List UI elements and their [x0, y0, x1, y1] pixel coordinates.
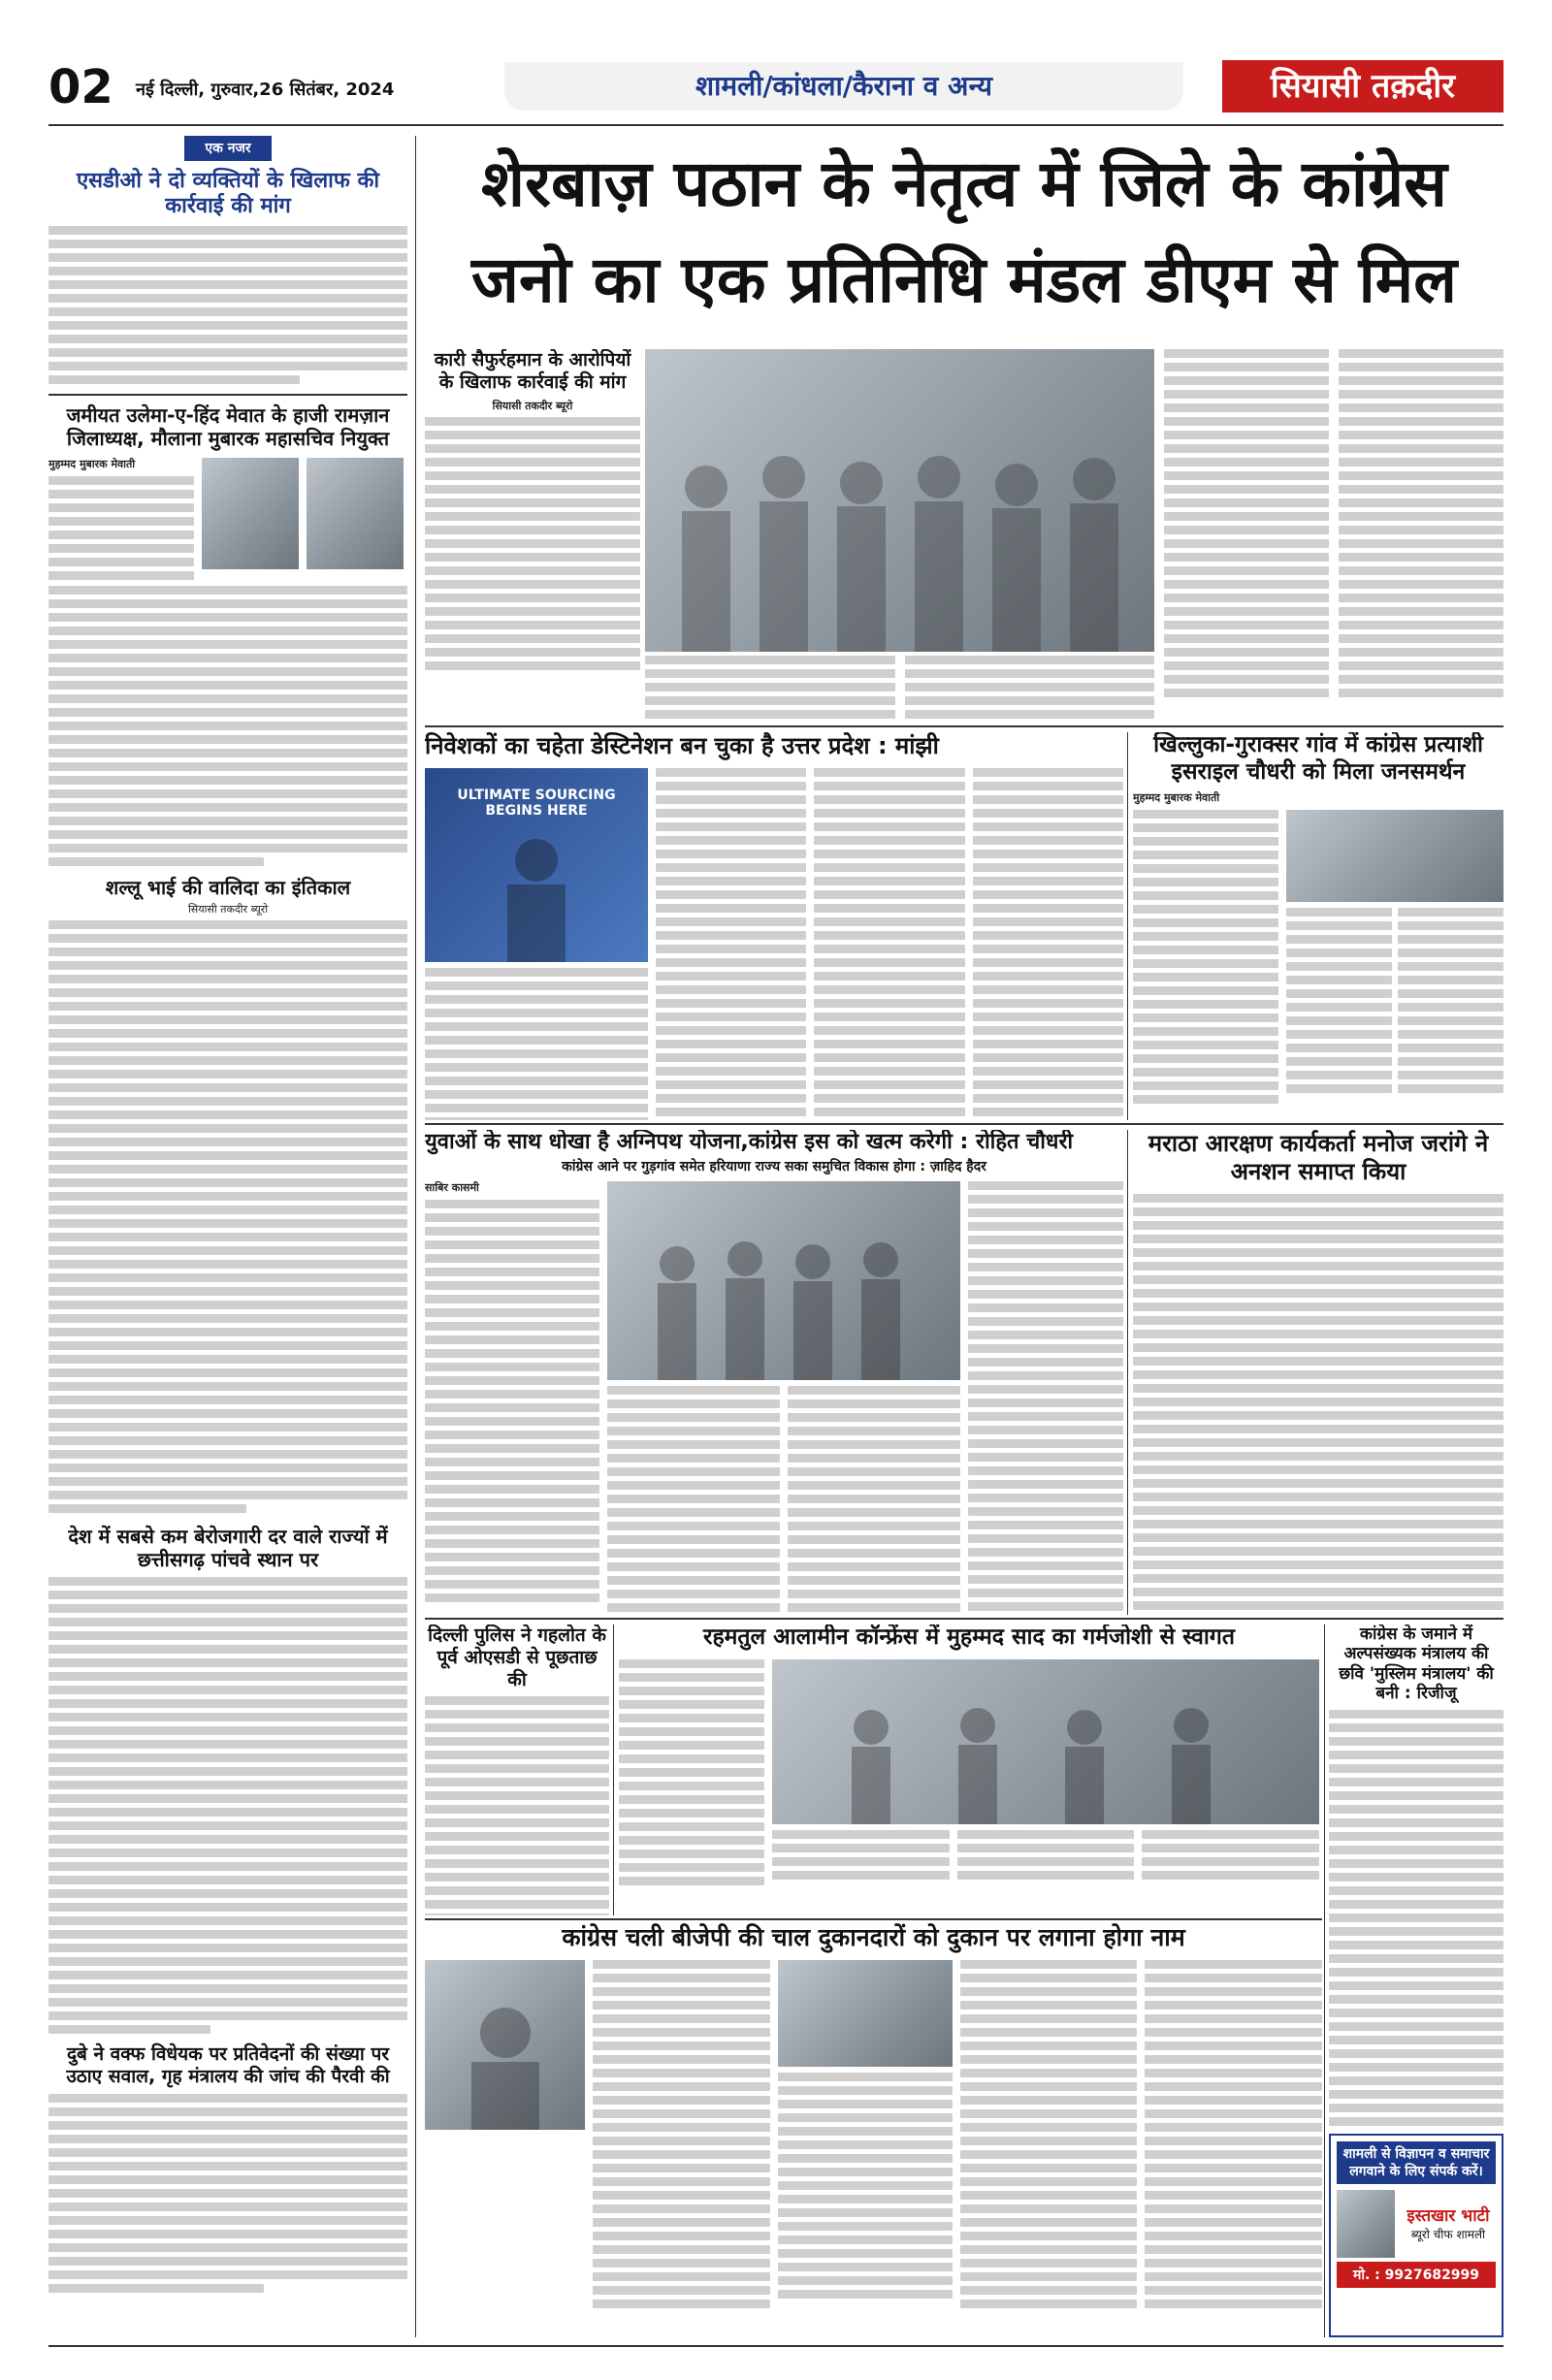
story-title: कांग्रेस के जमाने में अल्पसंख्यक मंत्रालय की छवि 'मुस्लिम मंत्रालय' की बनी : रिजीजू — [1339, 1624, 1494, 1704]
story-title: देश में सबसे कम बेरोजगारी दर वाले राज्यों में छत्तीसगढ़ पांचवे स्थान पर — [68, 1525, 388, 1572]
lead-headline-line2: जनो का एक प्रतिनिधि मंडल डीएम से मिल — [470, 242, 1457, 317]
story-title: शल्लू भाई की वालिदा का इंतिकाल — [105, 875, 351, 899]
divider — [425, 1618, 1504, 1620]
masthead — [0, 0, 1552, 126]
conference-photo — [772, 1659, 1319, 1824]
column-divider — [1127, 1130, 1128, 1615]
photo-banner-text: ULTIMATE SOURCING BEGINS HERE — [457, 787, 616, 819]
story-title-line2: इसराइल चौधरी को मिला जनसमर्थन — [1171, 758, 1466, 785]
brand-logo: सियासी तक़दीर — [1222, 60, 1504, 113]
story-body — [48, 476, 194, 580]
issue-date: नई दिल्ली, गुरुवार,26 सितंबर, 2024 — [136, 80, 395, 100]
story-title: निवेशकों का चहेता डेस्टिनेशन बन चुका है उत्तर प्रदेश : मांझी — [425, 732, 939, 759]
lead-headline — [425, 136, 1504, 349]
ad-name: इस्तखार भाटी — [1406, 2205, 1490, 2226]
story-subtitle: कांग्रेस आने पर गुड़गांव समेत हरियाणा राज्य सका समुचित विकास होगा : ज़ाहिद हैदर — [562, 1159, 986, 1175]
rahmatul-story — [619, 1624, 1319, 1915]
divider — [425, 1123, 1504, 1125]
lead-story-right — [1164, 349, 1504, 723]
ad-role: ब्यूरो चीफ शामली — [1410, 2228, 1486, 2242]
story-body — [48, 2094, 407, 2293]
page-number: 02 — [48, 60, 113, 114]
byline: मुहम्मद मुबारक मेवाती — [48, 457, 136, 470]
people-silhouette-icon — [638, 1215, 929, 1380]
byline: मुहम्मद मुबारक मेवाती — [1133, 791, 1220, 805]
story-title: रहमतुल आलामीन कॉन्फ्रेंस में मुहम्मद साद का गर्मजोशी से स्वागत — [703, 1624, 1235, 1650]
byline: सियासी तकदीर ब्यूरो — [187, 902, 269, 916]
ad-phone[interactable]: मो. : 9927682999 — [1337, 2262, 1496, 2288]
bureau-chief-photo — [1337, 2190, 1395, 2258]
lead-photo-caption — [645, 656, 1154, 724]
agnipath-photo — [607, 1181, 960, 1380]
column-divider — [415, 136, 416, 2337]
left-column — [48, 136, 407, 2337]
story-title: कांग्रेस चली बीजेपी की चाल दुकानदारों को दुकान पर लगाना होगा नाम — [562, 1923, 1185, 1951]
divider — [48, 394, 407, 396]
ad-heading: शामली से विज्ञापन व समाचार लगवाने के लिए संपर्क करें। — [1337, 2141, 1496, 2184]
agnipath-story — [425, 1130, 1123, 1615]
divider — [425, 725, 1504, 727]
portrait-photo — [425, 1960, 585, 2130]
section-title: शामली/कांधला/कैराना व अन्य — [504, 62, 1183, 111]
divider — [425, 1918, 1322, 1920]
manjhi-story — [425, 732, 1123, 1120]
portrait-photo — [202, 458, 299, 569]
lead-story-left — [425, 349, 640, 723]
market-photo — [778, 1960, 953, 2067]
people-silhouette-icon — [648, 419, 1152, 652]
story-body — [48, 920, 407, 1513]
byline: सियासी तकदीर ब्यूरो — [492, 399, 573, 412]
story-body — [48, 226, 407, 384]
ek-nazar-label: एक नजर — [184, 136, 272, 161]
story-title: दुबे ने वक्फ विधेयक पर प्रतिवेदनों की संख्या पर उठाए सवाल, गृह मंत्रालय की जांच की पैरवी की — [66, 2043, 390, 2088]
story-title: युवाओं के साथ धोखा है अग्निपथ योजना,कांग्रेस इस को खत्म करेगी : रोहित चौधरी — [425, 1130, 1074, 1154]
story-title-line1: खिल्लुका-गुराक्सर गांव में कांग्रेस प्रत्याशी — [1153, 732, 1483, 757]
manjhi-photo — [425, 768, 648, 962]
byline: साबिर कासमी — [425, 1181, 479, 1195]
speaker-silhouette-icon — [478, 817, 595, 962]
muslim-ministry-story — [1329, 1624, 1504, 2129]
lead-subhead: कारी सैफुर्रहमान के आरोपियों के खिलाफ कार्रवाई की मांग — [434, 349, 631, 393]
column-divider — [613, 1624, 614, 1915]
bjp-story — [425, 1923, 1322, 2337]
people-silhouette-icon — [803, 1689, 1288, 1824]
portrait-photo — [307, 458, 404, 569]
advertisement-box — [1329, 2134, 1504, 2337]
column-divider — [1324, 1624, 1325, 2337]
lead-photo — [645, 349, 1154, 652]
story-title: एसडीओ ने दो व्यक्तियों के खिलाफ की कार्रवाई की मांग — [76, 169, 380, 219]
maratha-story — [1133, 1130, 1504, 1615]
rally-photo — [1286, 810, 1504, 902]
story-body — [425, 417, 640, 670]
story-title: मराठा आरक्षण कार्यकर्ता मनोज जरांगे ने अनशन समाप्त किया — [1148, 1130, 1489, 1185]
footer-divider — [48, 2345, 1504, 2347]
gehlot-story — [425, 1624, 609, 1915]
khillukta-story — [1133, 732, 1504, 1120]
story-title: दिल्ली पुलिस ने गहलोत के पूर्व ओएसडी से पूछताछ की — [428, 1624, 606, 1690]
masthead-divider — [48, 124, 1504, 126]
story-body — [48, 1577, 407, 2034]
story-title: जमीयत उलेमा-ए-हिंद मेवात के हाजी रामज़ान जिलाध्यक्ष, मौलाना मुबारक महासचिव नियुक्त — [66, 402, 390, 450]
lead-headline-line1: शेरबाज़ पठान के नेतृत्व में जिले के कांग्रेस — [481, 146, 1447, 221]
story-body — [48, 586, 407, 866]
column-divider — [1127, 732, 1128, 1120]
person-silhouette-icon — [447, 1984, 564, 2130]
